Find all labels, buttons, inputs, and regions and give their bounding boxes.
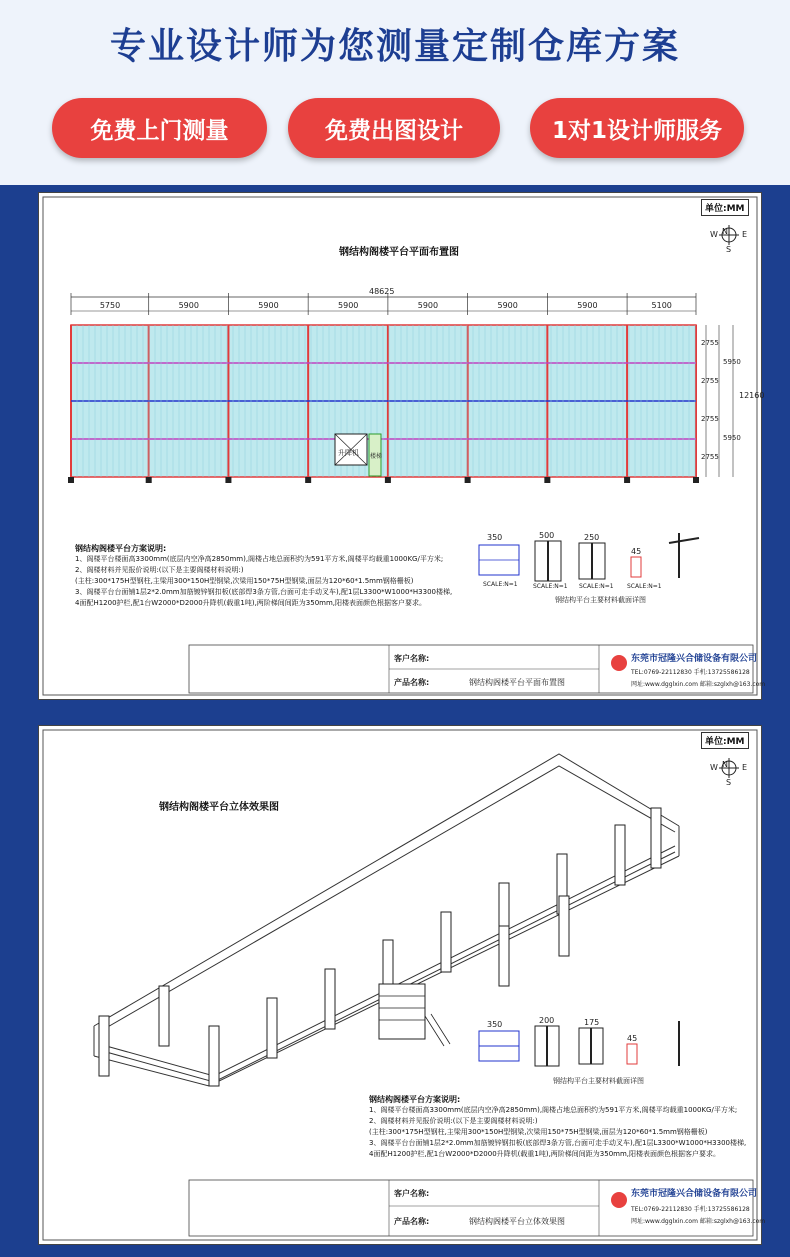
column-footing bbox=[385, 477, 391, 483]
column-footing bbox=[68, 477, 74, 483]
column-footing bbox=[544, 477, 550, 483]
detail-dim-1: 350 bbox=[487, 533, 503, 542]
promo-header bbox=[0, 0, 790, 185]
client-label: 客户名称: bbox=[394, 654, 430, 663]
company-name: 东莞市冠隆兴合储设备有限公司 bbox=[631, 654, 758, 664]
company-name: 东莞市冠隆兴合储设备有限公司 bbox=[631, 1189, 758, 1199]
client-label: 客户名称: bbox=[394, 1189, 430, 1198]
total-width: 12160 bbox=[739, 391, 765, 400]
scale-2: SCALE:N=1 bbox=[533, 583, 568, 590]
span-label: 5900 bbox=[417, 301, 439, 310]
row-dim-label: 2755 bbox=[701, 377, 719, 385]
column-3d bbox=[267, 998, 277, 1058]
compass-e: E bbox=[742, 230, 748, 239]
compass-w: W bbox=[710, 230, 718, 239]
detail-dim-3: 175 bbox=[584, 1018, 600, 1027]
column-3d bbox=[559, 896, 569, 956]
unit-label: 单位:MM bbox=[701, 199, 749, 216]
free-design-button[interactable]: 免费出图设计 bbox=[288, 98, 500, 158]
company-web: 网址:www.dgglxin.com 邮箱:szglxh@163.com bbox=[631, 681, 766, 688]
company-tel: TEL:0769-22112830 手机:13725586128 bbox=[631, 1206, 750, 1213]
floor-plan-drawing bbox=[38, 192, 766, 700]
scale-1: SCALE:N=1 bbox=[483, 581, 518, 588]
column-3d bbox=[615, 825, 625, 885]
detail-title: 钢结构平台主要材料截面详图 bbox=[553, 1077, 644, 1085]
detail-dim-3: 250 bbox=[584, 533, 600, 542]
product-label: 产品名称: bbox=[394, 1217, 430, 1226]
column-footing bbox=[146, 477, 152, 483]
drawing-title: 钢结构阁楼平台平面布置图 bbox=[339, 247, 459, 258]
company-web: 网址:www.dgglxin.com 邮箱:szglxh@163.com bbox=[631, 1218, 766, 1225]
product-label: 产品名称: bbox=[394, 678, 430, 687]
detail-dim-4: 45 bbox=[631, 547, 642, 556]
drawing-title: 钢结构阁楼平台立体效果图 bbox=[159, 802, 279, 813]
span-label: 5900 bbox=[497, 301, 518, 310]
column-footing bbox=[305, 477, 311, 483]
product-value: 钢结构阁楼平台平面布置图 bbox=[469, 678, 565, 687]
compass-s: S bbox=[726, 245, 732, 254]
compass-n: N bbox=[722, 760, 728, 769]
half-dim-label: 5950 bbox=[723, 434, 741, 442]
column-footing bbox=[465, 477, 471, 483]
unit-label: 单位:MM bbox=[701, 732, 749, 749]
span-label: 5900 bbox=[178, 301, 199, 310]
stair-label: 楼梯 bbox=[370, 453, 383, 460]
scale-3: SCALE:N=1 bbox=[579, 583, 614, 590]
column-3d bbox=[209, 1026, 219, 1086]
scale-4: SCALE:N=1 bbox=[627, 583, 662, 590]
column-footing bbox=[225, 477, 231, 483]
row-dim-label: 2755 bbox=[701, 339, 719, 347]
column-3d bbox=[99, 1016, 109, 1076]
column-3d bbox=[651, 808, 661, 868]
column-3d bbox=[441, 912, 451, 972]
compass-w: W bbox=[710, 763, 718, 772]
page-title: 专业设计师为您测量定制仓库方案 bbox=[109, 26, 680, 67]
column-3d bbox=[159, 986, 169, 1046]
column-3d bbox=[325, 969, 335, 1029]
span-label: 5900 bbox=[258, 301, 279, 310]
span-label: 5100 bbox=[651, 301, 672, 310]
span-label: 5900 bbox=[577, 301, 598, 310]
half-dim-label: 5950 bbox=[723, 358, 741, 366]
3d-view-svg bbox=[39, 726, 761, 1244]
floor-plan-svg bbox=[39, 193, 761, 699]
notes: 钢结构阁楼平台方案说明: 1、阁楼平台楼面高3300mm(底层内空净高2850mm),阁楼占地总面积约为591平方米,阁楼平均载重1000KG/平方米; 2、阁楼材料并见报价说明:(以下是主要阁楼材料说明:) (主柱:300*175H型钢柱,主梁用300*150H型钢梁,次梁用150*75H型钢梁,面层为120*60*1.5mm钢格栅板) 3、阁楼平台台面铺1层2*2.0mm加筋镀锌钢扣板(底部焊3条方管,台面可走手动叉车),配1层L3300*W1000*H3300楼梯, 4面配H1200护栏,配1台W2000*D2000升降机(载重1吨),两阶梯间间距为350mm,阳楼表面颜色根据客户要求。 bbox=[75, 544, 453, 607]
column-footing bbox=[693, 477, 699, 483]
detail-dim-2: 200 bbox=[539, 1016, 555, 1025]
column-3d bbox=[499, 926, 509, 986]
row-dim-label: 2755 bbox=[701, 415, 719, 423]
column-footing bbox=[624, 477, 630, 483]
compass-s: S bbox=[726, 778, 732, 787]
row-dim-label: 2755 bbox=[701, 453, 719, 461]
free-measure-button[interactable]: 免费上门测量 bbox=[52, 98, 267, 158]
product-value: 钢结构阁楼平台立体效果图 bbox=[469, 1217, 565, 1226]
detail-dim-2: 500 bbox=[539, 531, 555, 540]
designer-service-button[interactable]: 1对1设计师服务 bbox=[530, 98, 744, 158]
notes: 钢结构阁楼平台方案说明: 1、阁楼平台楼面高3300mm(底层内空净高2850mm),阁楼占地总面积约为591平方米,阁楼平均载重1000KG/平方米; 2、阁楼材料并见报价说明:(以下是主要阁楼材料说明:) (主柱:300*175H型钢柱,主梁用300*150H型钢梁,次梁用150*75H型钢梁,面层为120*60*1.5mm钢格栅板) 3、阁楼平台台面铺1层2*2.0mm加筋镀锌钢扣板(底部焊3条方管,台面可走手动叉车),配1层L3300*W1000*H3300楼梯, 4面配H1200护栏,配1台W2000*D2000升降机(载重1吨),两阶梯间间距为350mm,阳楼表面颜色根据客户要求。 bbox=[369, 1095, 747, 1158]
detail-title: 钢结构平台主要材料截面详图 bbox=[555, 596, 646, 604]
compass-n: N bbox=[722, 227, 728, 236]
total-length: 48625 bbox=[369, 287, 395, 296]
span-label: 5900 bbox=[338, 301, 359, 310]
lift-label: 升降机 bbox=[338, 449, 359, 457]
3d-view-drawing bbox=[38, 725, 766, 1245]
compass-e: E bbox=[742, 763, 748, 772]
span-label: 5750 bbox=[99, 301, 121, 310]
detail-dim-4: 45 bbox=[627, 1034, 638, 1043]
detail-dim-1: 350 bbox=[487, 1020, 503, 1029]
company-tel: TEL:0769-22112830 手机:13725586128 bbox=[631, 669, 750, 676]
